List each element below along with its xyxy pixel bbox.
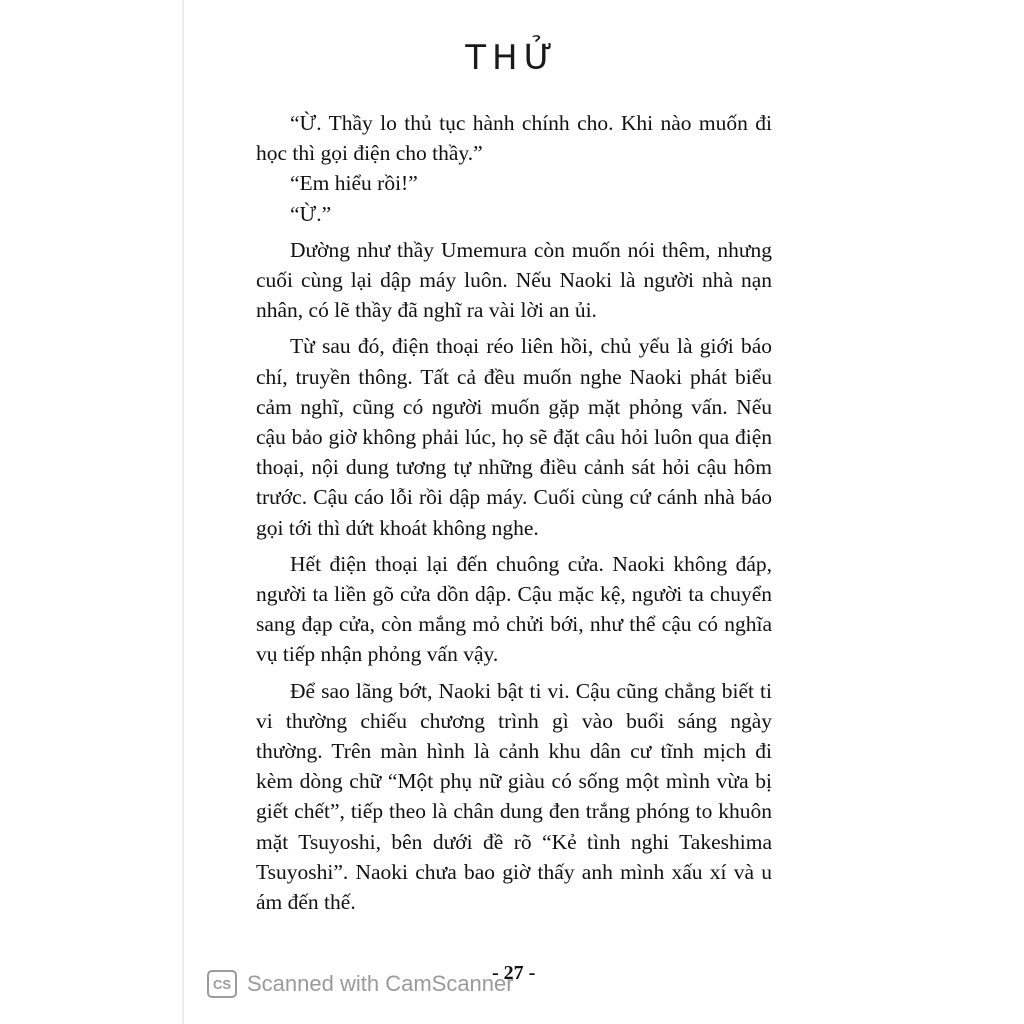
watermark-text: Scanned with CamScanner xyxy=(247,971,514,996)
paragraph-3: “Ừ.” xyxy=(290,201,332,226)
camscanner-watermark xyxy=(207,970,514,998)
chapter-title: THỬ xyxy=(465,38,559,78)
page-edge-shadow xyxy=(182,0,184,1024)
paragraph-6: Hết điện thoại lại đến chuông cửa. Naoki không đáp, người ta liền gõ cửa dồn dập. Cậu mặc kệ, người ta chuyển sang đạp cửa, còn mắng mỏ chửi bới, như thể cậu có nghĩa vụ tiếp nhận phỏng vấn vậy. xyxy=(256,551,772,667)
page-number: - 27 - xyxy=(492,962,536,984)
body-text xyxy=(256,108,772,917)
paragraph-5: Từ sau đó, điện thoại réo liên hồi, chủ yếu là giới báo chí, truyền thông. Tất cả đều muốn nghe Naoki phát biểu cảm nghĩ, cũng có người muốn gặp mặt phỏng vấn. Nếu cậu bảo giờ không phải lúc, họ sẽ đặt câu hỏi luôn qua điện thoại, nội dung tương tự những điều cảnh sát hỏi cậu hôm trước. Cậu cáo lỗi rồi dập máy. Cuối cùng cứ cánh nhà báo gọi tới thì dứt khoát không nghe. xyxy=(256,334,772,540)
camscanner-logo-icon: CS xyxy=(207,970,237,998)
paragraph-7: Để sao lãng bớt, Naoki bật ti vi. Cậu cũng chẳng biết ti vi thường chiếu chương trình gì vào buổi sáng ngày thường. Trên màn hình là cảnh khu dân cư tĩnh mịch đi kèm dòng chữ “Một phụ nữ giàu có sống một mình vừa bị giết chết”, tiếp theo là chân dung đen trắng phóng to khuôn mặt Tsuyoshi, bên dưới đề rõ “Kẻ tình nghi Takeshima Tsuyoshi”. Naoki chưa bao giờ thấy anh mình xấu xí và u ám đến thế. xyxy=(256,678,772,915)
paragraph-2: “Em hiểu rồi!” xyxy=(290,171,418,196)
paragraph-1: “Ừ. Thầy lo thủ tục hành chính cho. Khi nào muốn đi học thì gọi điện cho thầy.” xyxy=(256,111,772,166)
paragraph-4: Dường như thầy Umemura còn muốn nói thêm, nhưng cuối cùng lại dập máy luôn. Nếu Naoki là người nhà nạn nhân, có lẽ thầy đã nghĩ ra vài lời an ủi. xyxy=(256,237,772,323)
